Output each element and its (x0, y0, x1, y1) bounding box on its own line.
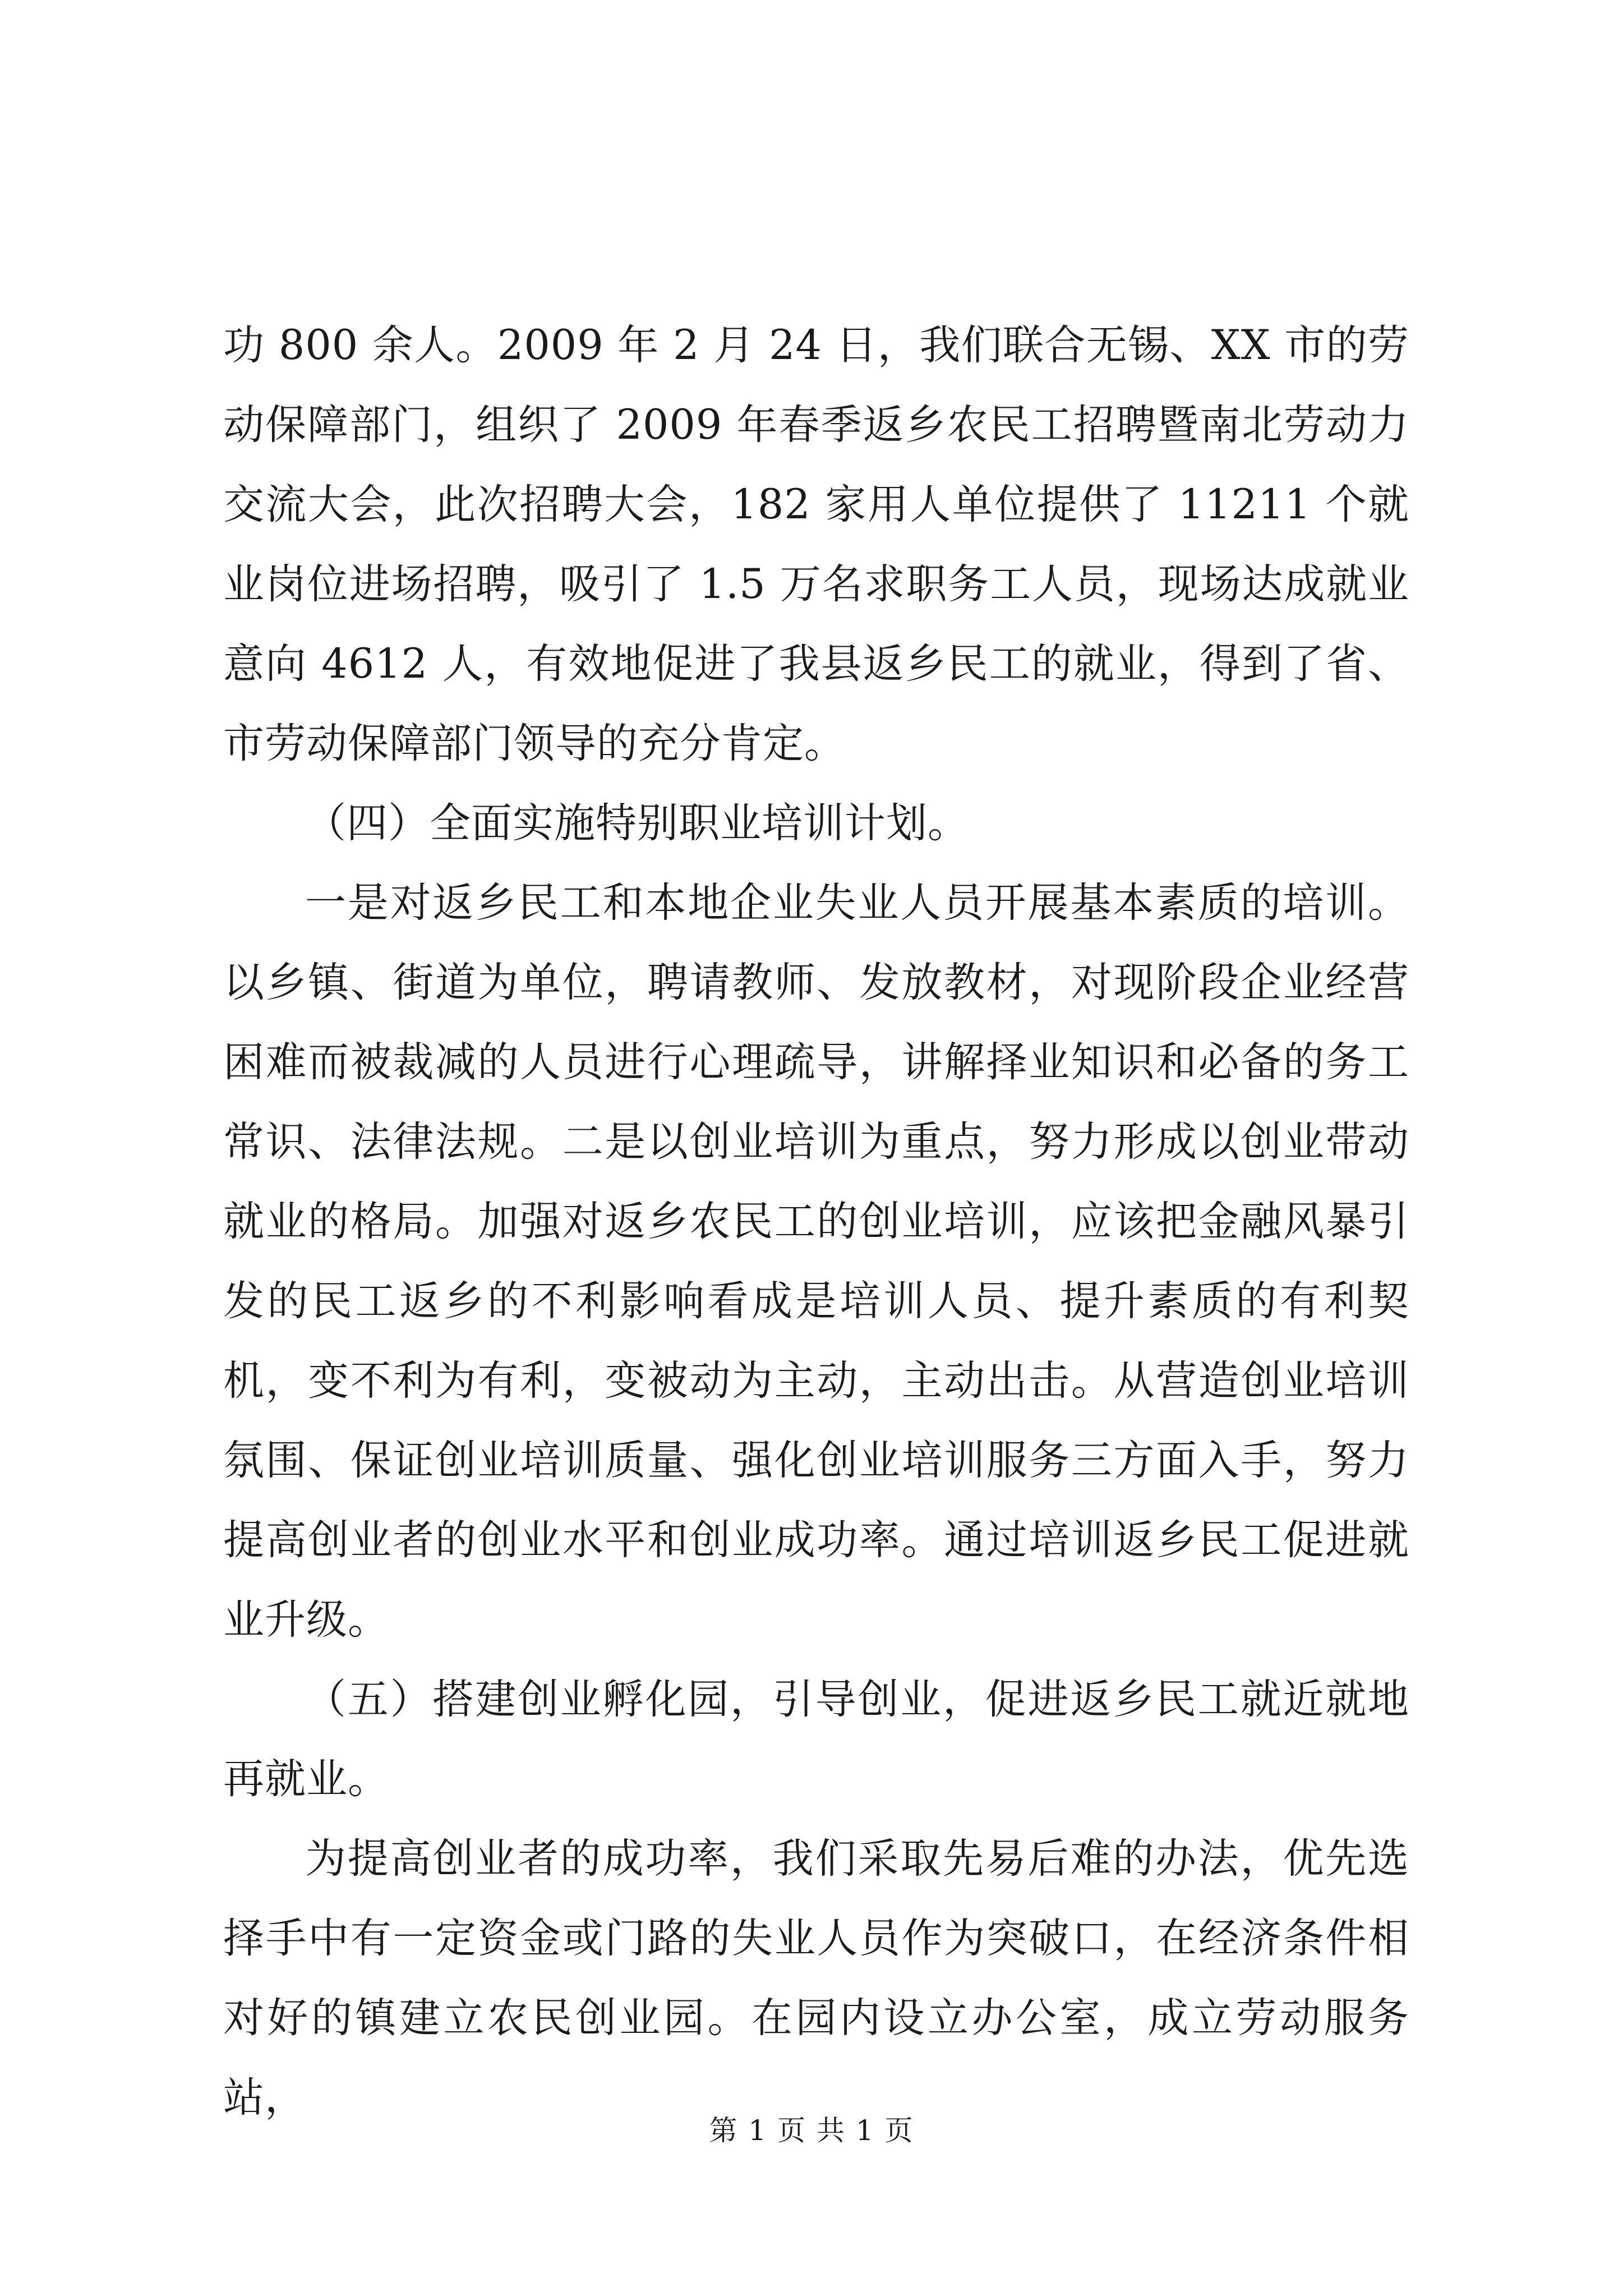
page-footer: 第 1 页 共 1 页 (709, 2114, 914, 2147)
paragraph-incubator: 为提高创业者的成功率，我们采取先易后难的办法，优先选择手中有一定资金或门路的失业人员作为突破口，在经济条件相对好的镇建立农民创业园。在园内设立办公室，成立劳动服务站， (223, 1835, 1409, 2122)
paragraph-continuation: 功 800 余人。2009 年 2 月 24 日，我们联合无锡、XX 市的劳动保障部门，组织了 2009 年春季返乡农民工招聘暨南北劳动力交流大会，此次招聘大会，182 家用人单位提供了 11211 个就业岗位进场招聘，吸引了 1.5 万名求职务工人员，现场达成就业意向 4612 人，有效地促进了我县返乡民工的就业，得到了省、市劳动保障部门领导的充分肯定。 (223, 321, 1409, 767)
paragraph-training: 一是对返乡民工和本地企业失业人员开展基本素质的培训。以乡镇、街道为单位，聘请教师、发放教材，对现阶段企业经营困难而被裁减的人员进行心理疏导，讲解择业知识和必备的务工常识、法律法规。二是以创业培训为重点，努力形成以创业带动就业的格局。加强对返乡农民工的创业培训，应该把金融风暴引发的民工返乡的不利影响看成是培训人员、提升素质的有利契机，变不利为有利，变被动为主动，主动出击。从营造创业培训氛围、保证创业培训质量、强化创业培训服务三方面入手，努力提高创业者的创业水平和创业成功率。通过培训返乡民工促进就业升级。 (223, 879, 1409, 1644)
section-heading-5: （五）搭建创业孵化园，引导创业，促进返乡民工就近就地再就业。 (223, 1676, 1409, 1803)
document-body (223, 306, 1409, 2138)
section-heading-4: （四）全面实施特别职业培训计划。 (305, 799, 969, 847)
